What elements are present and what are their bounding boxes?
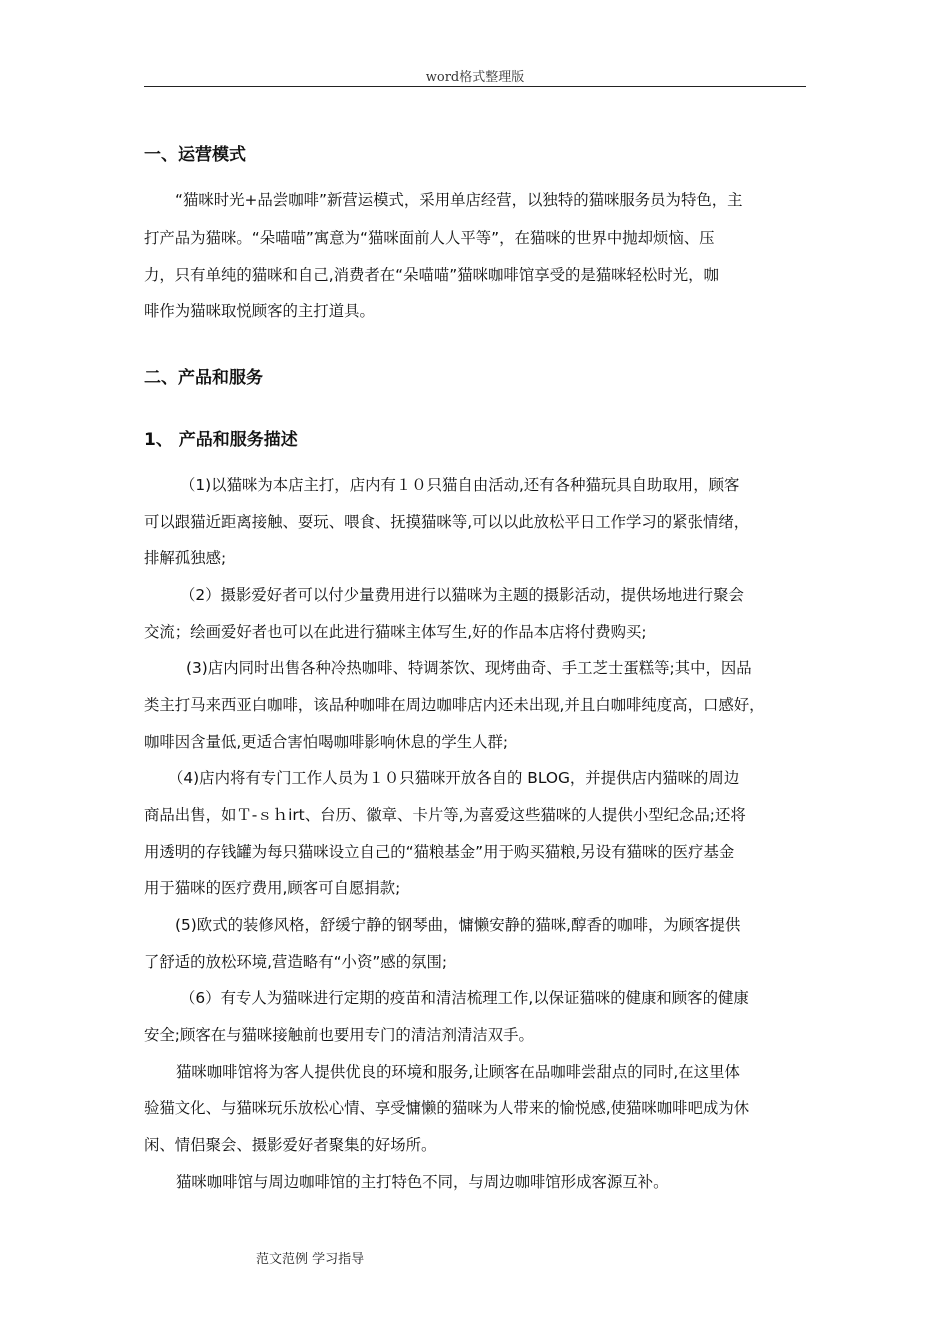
paragraph-line: （2）摄影爱好者可以付少量费用进行以猫咪为主题的摄影活动，提供场地进行聚会	[180, 586, 744, 604]
paragraph-line: 排解孤独感;	[144, 549, 227, 567]
paragraph-line: 用透明的存钱罐为每只猫咪设立自己的“猫粮基金”用于购买猫粮,另设有猫咪的医疗基金	[144, 843, 735, 861]
paragraph-line: （1)以猫咪为本店主打，店内有１０只猫自由活动,还有各种猫玩具自助取用，顾客	[180, 476, 740, 494]
paragraph-line: 类主打马来西亚白咖啡，该品种咖啡在周边咖啡店内还未出现,并且白咖啡纯度高，口感好，	[144, 696, 765, 714]
paragraph-line: 了舒适的放松环境,营造略有“小资”感的氛围;	[144, 953, 448, 971]
paragraph-line: 咖啡因含量低,更适合害怕喝咖啡影响休息的学生人群;	[144, 733, 509, 751]
paragraph-line: 可以跟猫近距离接触、耍玩、喂食、抚摸猫咪等,可以以此放松平日工作学习的紧张情绪，	[144, 513, 750, 531]
paragraph-line: 闲、情侣聚会、摄影爱好者聚集的好场所。	[144, 1136, 437, 1154]
paragraph-line: 商品出售，如Ｔ-ｓｈirt、台历、徽章、卡片等,为喜爱这些猫咪的人提供小型纪念品;还将	[144, 806, 746, 824]
subsection-title-description: 1、 产品和服务描述	[144, 430, 298, 450]
section-title-operation-mode: 一、运营模式	[144, 145, 246, 165]
paragraph-line: （4)店内将有专门工作人员为１０只猫咪开放各自的 BLOG，并提供店内猫咪的周边	[168, 769, 740, 787]
paragraph-line: 猫咪咖啡馆与周边咖啡馆的主打特色不同，与周边咖啡馆形成客源互补。	[176, 1173, 669, 1191]
paragraph-line: 用于猫咪的医疗费用,顾客可自愿捐款;	[144, 879, 401, 897]
paragraph-line: （6）有专人为猫咪进行定期的疫苗和清洁梳理工作,以保证猫咪的健康和顾客的健康	[180, 989, 749, 1007]
paragraph-line: “猫咪时光+品尝咖啡”新营运模式，采用单店经营，以独特的猫咪服务员为特色，主	[175, 191, 743, 209]
paragraph-line: 验猫文化、与猫咪玩乐放松心情、享受慵懒的猫咪为人带来的愉悦感,使猫咪咖啡吧成为休	[144, 1099, 750, 1117]
paragraph-line: 打产品为猫咪。“朵喵喵”寓意为“猫咪面前人人平等”，在猫咪的世界中抛却烦恼、压	[144, 229, 715, 247]
header-divider	[144, 86, 806, 87]
paragraph-line: (5)欧式的装修风格，舒缓宁静的钢琴曲，慵懒安静的猫咪,醇香的咖啡，为顾客提供	[175, 916, 741, 934]
paragraph-line: 猫咪咖啡馆将为客人提供优良的环境和服务,让顾客在品咖啡尝甜点的同时,在这里体	[176, 1063, 740, 1081]
paragraph-line: 力，只有单纯的猫咪和自己,消费者在“朵喵喵”猫咪咖啡馆享受的是猫咪轻松时光，咖	[144, 266, 719, 284]
paragraph-line: (3)店内同时出售各种冷热咖啡、特调茶饮、现烤曲奇、手工芝士蛋糕等;其中，因品	[186, 659, 752, 677]
paragraph-line: 交流；绘画爱好者也可以在此进行猫咪主体写生,好的作品本店将付费购买;	[144, 623, 647, 641]
paragraph-line: 安全;顾客在与猫咪接触前也要用专门的清洁剂清洁双手。	[144, 1026, 534, 1044]
section-title-products-services: 二、产品和服务	[144, 368, 263, 388]
paragraph-line: 啡作为猫咪取悦顾客的主打道具。	[144, 302, 375, 320]
page-footer: 范文范例 学习指导	[256, 1252, 365, 1267]
page-header: word格式整理版	[425, 70, 525, 85]
